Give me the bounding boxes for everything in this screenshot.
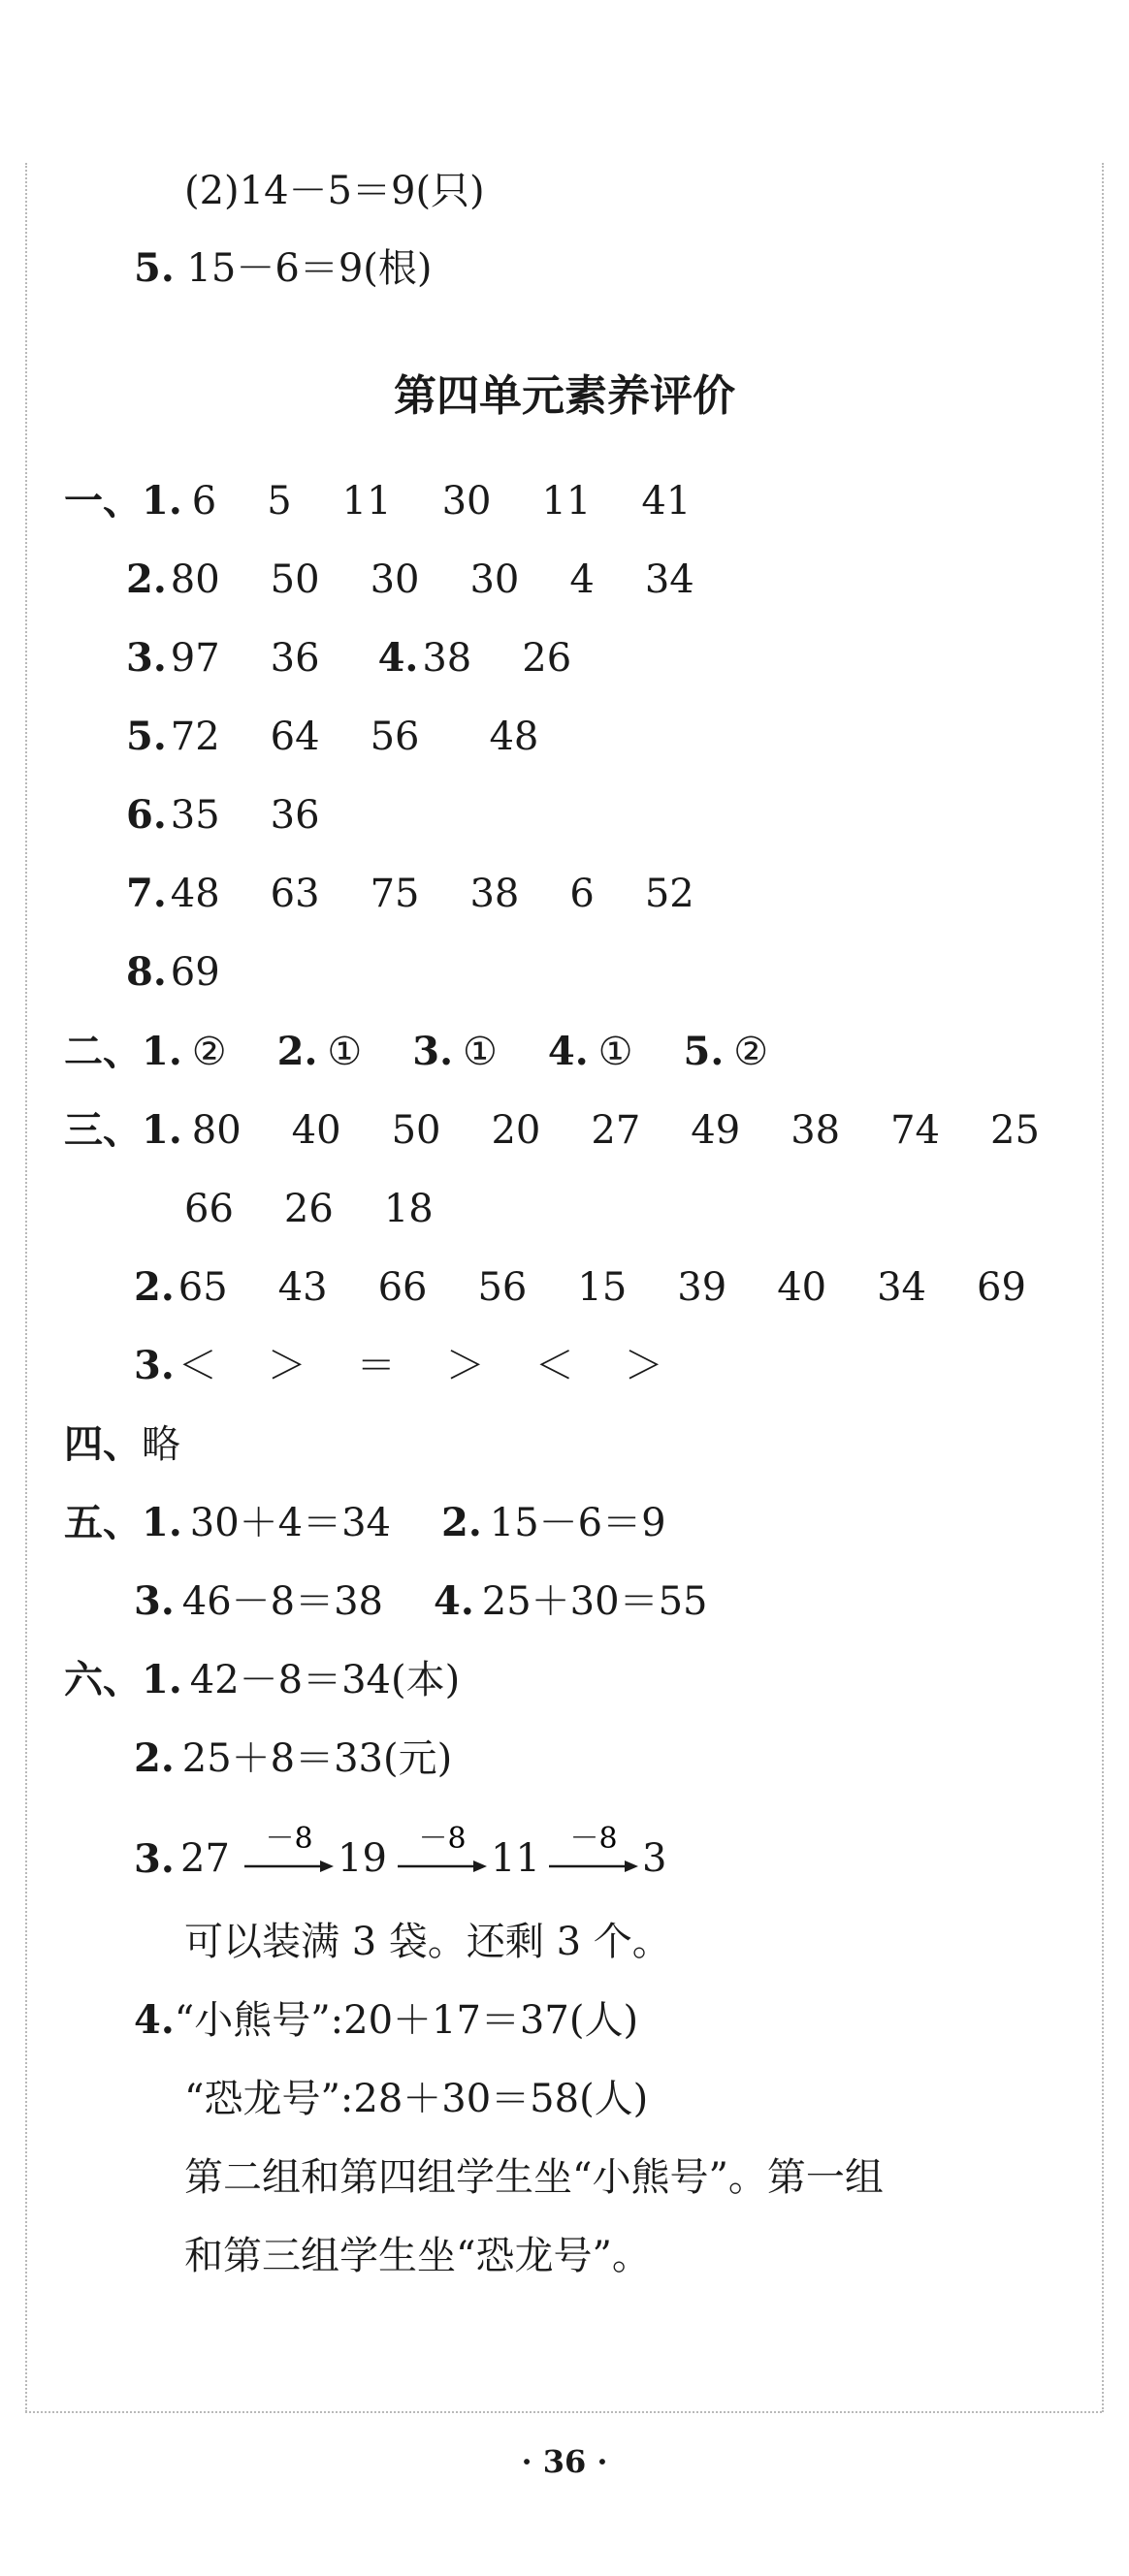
seq-value-4: 3 [642, 1836, 667, 1881]
s6-q3-sequence: 3. 27 －8 19 －8 11 －8 3 [134, 1825, 716, 1892]
arrow-icon-3 [545, 1825, 642, 1883]
left-dotted-border [25, 163, 27, 2412]
arrow-op-1: －8 [265, 1825, 313, 1856]
s6-q2: 2. 25＋8＝33(元) [134, 1735, 453, 1781]
right-dotted-border [1102, 163, 1104, 2412]
s1-q6: 6. 35 36 [126, 792, 320, 838]
s1-q2: 2. 80 50 30 30 4 34 [126, 557, 694, 602]
s6-q4-line2: “恐龙号”:28＋30＝58(人) [184, 2077, 649, 2121]
prev-answer-line-2: 5. 15－6＝9(根) [134, 245, 433, 291]
seq-value-3: 11 [491, 1836, 540, 1881]
s1-q8: 8. 69 [126, 949, 220, 995]
seq-value-1: 27 [180, 1836, 230, 1881]
arrow-op-3: －8 [569, 1825, 618, 1856]
s1-q1: 一、1. 6 5 11 30 11 41 [64, 478, 692, 524]
bottom-dotted-border [25, 2411, 1102, 2413]
s3-q3: 3. ＜ ＞ ＝ ＞ ＜ ＞ [134, 1343, 663, 1388]
s6-q4-line4: 和第三组学生坐“恐龙号”。 [184, 2234, 651, 2278]
s5-q3-q4: 3. 46－8＝38 4. 25＋30＝55 [134, 1578, 708, 1624]
s5-q1-q2: 五、1. 30＋4＝34 2. 15－6＝9 [64, 1500, 666, 1545]
s6-q3-note: 可以装满 3 袋。还剩 3 个。 [184, 1920, 671, 1964]
arrow-op-2: －8 [418, 1825, 467, 1856]
s4-answer: 四、略 [64, 1421, 180, 1467]
s1-q7: 7. 48 63 75 38 6 52 [126, 871, 694, 916]
arrow-icon-2 [394, 1825, 491, 1883]
s1-q5: 5. 72 64 56 48 [126, 714, 539, 759]
s3-q1-line1: 三、1. 80 40 50 20 27 49 38 74 25 [64, 1107, 1040, 1153]
s1-q3-q4: 3. 97 36 4. 38 26 [126, 635, 572, 681]
prev-answer-line-1: (2)14－5＝9(只) [184, 169, 485, 213]
s2-answers: 二、1. ② 2. ① 3. ① 4. ① 5. ② [64, 1029, 769, 1074]
s6-q4-line3: 第二组和第四组学生坐“小熊号”。第一组 [184, 2155, 884, 2200]
s3-q1-line2: 66 26 18 [184, 1187, 434, 1231]
section-heading: 第四单元素养评价 [394, 371, 735, 421]
seq-value-2: 19 [338, 1836, 387, 1881]
s6-q1: 六、1. 42－8＝34(本) [64, 1657, 461, 1702]
s6-q4-line1: 4.“小熊号”:20＋17＝37(人) [134, 1997, 639, 2043]
arrow-icon-1 [241, 1825, 338, 1883]
s3-q2: 2. 65 43 66 56 15 39 40 34 69 [134, 1264, 1026, 1310]
page-number: · 36 · [521, 2443, 608, 2480]
